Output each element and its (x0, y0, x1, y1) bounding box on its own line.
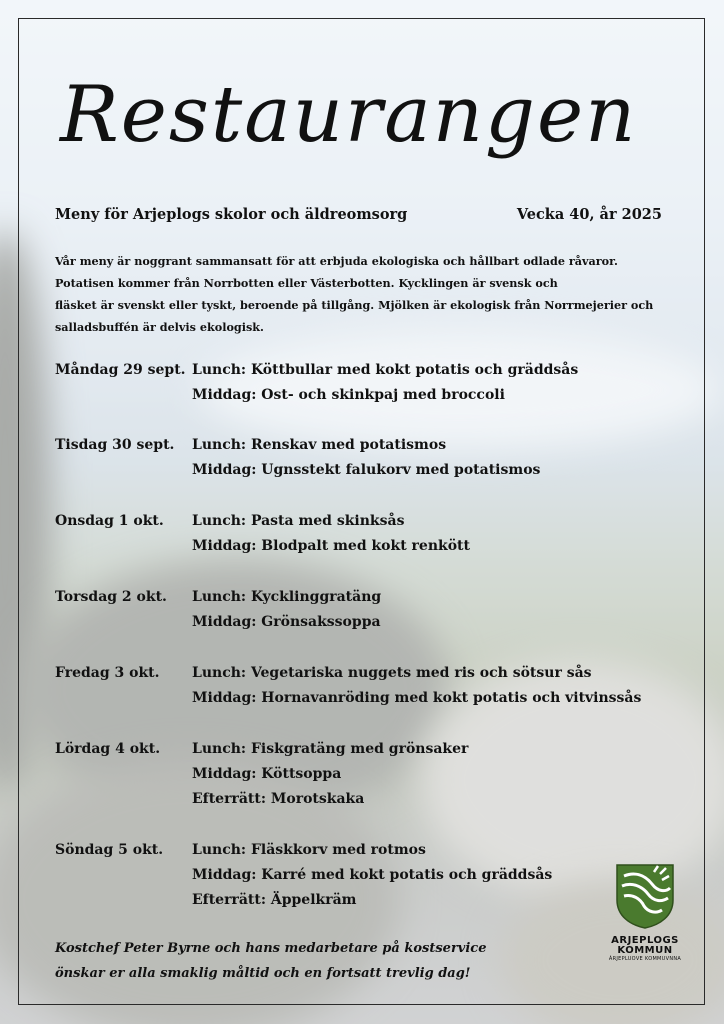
page-subtitle: Meny för Arjeplogs skolor och äldreomsorg (55, 206, 408, 223)
meal-item: Lunch: Fiskgratäng med grönsaker (192, 741, 469, 757)
footer-greeting (55, 936, 486, 986)
meal-item: Lunch: Vegetariska nuggets med ris och sötsur sås (192, 665, 592, 681)
intro-line: Vår meny är noggrant sammansatt för att erbjuda ekologiska och hållbart odlade råvaror. (55, 254, 618, 268)
meal-item: Lunch: Fläskkorv med rotmos (192, 842, 426, 858)
intro-line: fläsket är svenskt eller tyskt, beroende på tillgång. Mjölken är ekologisk från Norrmejerier och (55, 298, 654, 312)
day-name: Tisdag 30 sept. (55, 437, 175, 453)
meal-list (192, 665, 641, 711)
intro-line: Potatisen kommer från Norrbotten eller Västerbotten. Kycklingen är svensk och (55, 276, 558, 290)
meal-item: Middag: Ost- och skinkpaj med broccoli (192, 387, 505, 403)
intro-text (55, 250, 655, 338)
week-label: Vecka 40, år 2025 (516, 206, 662, 223)
logo-name-line: KOMMUN (617, 945, 673, 956)
meal-item: Middag: Grönsakssoppa (192, 614, 381, 630)
meal-item: Middag: Ugnsstekt falukorv med potatismos (192, 462, 541, 478)
meal-list (192, 842, 552, 913)
meal-item: Middag: Hornavanröding med kokt potatis och vitvinssås (192, 690, 642, 706)
day-name: Lördag 4 okt. (55, 741, 161, 757)
meal-item: Lunch: Kycklinggratäng (192, 589, 382, 605)
meal-item: Middag: Köttsoppa (192, 766, 342, 782)
meal-list (192, 589, 381, 635)
logo-name-line: ARJEPLOGS (611, 935, 679, 946)
day-name: Torsdag 2 okt. (55, 589, 167, 605)
meal-item: Middag: Karré med kokt potatis och gräddsås (192, 867, 553, 883)
logo-subtitle: ÁRJEPLUOVE KOMMUVNNA (608, 956, 682, 962)
meal-item: Efterrätt: Morotskaka (192, 791, 365, 807)
footer-line: önskar er alla smaklig måltid och en fortsatt trevlig dag! (55, 966, 471, 981)
meal-item: Middag: Blodpalt med kokt renkött (192, 538, 470, 554)
meal-list (192, 741, 468, 812)
meal-list (192, 513, 470, 559)
meal-list (192, 362, 578, 408)
meal-item: Lunch: Renskav med potatismos (192, 437, 447, 453)
meal-list (192, 437, 540, 483)
intro-line: salladsbuffén är delvis ekologisk. (55, 320, 264, 334)
meal-item: Lunch: Pasta med skinksås (192, 513, 405, 529)
day-name: Fredag 3 okt. (55, 665, 160, 681)
footer-line: Kostchef Peter Byrne och hans medarbetare på kostservice (55, 941, 487, 956)
day-name: Onsdag 1 okt. (55, 513, 164, 529)
meal-item: Efterrätt: Äppelkräm (192, 892, 357, 908)
meal-item: Lunch: Köttbullar med kokt potatis och gräddsås (192, 362, 579, 378)
reindeer-shield-icon (614, 862, 676, 930)
day-name: Måndag 29 sept. (55, 362, 186, 378)
page-title: Restaurangen (60, 70, 638, 160)
municipality-logo (603, 862, 687, 974)
day-name: Söndag 5 okt. (55, 842, 164, 858)
